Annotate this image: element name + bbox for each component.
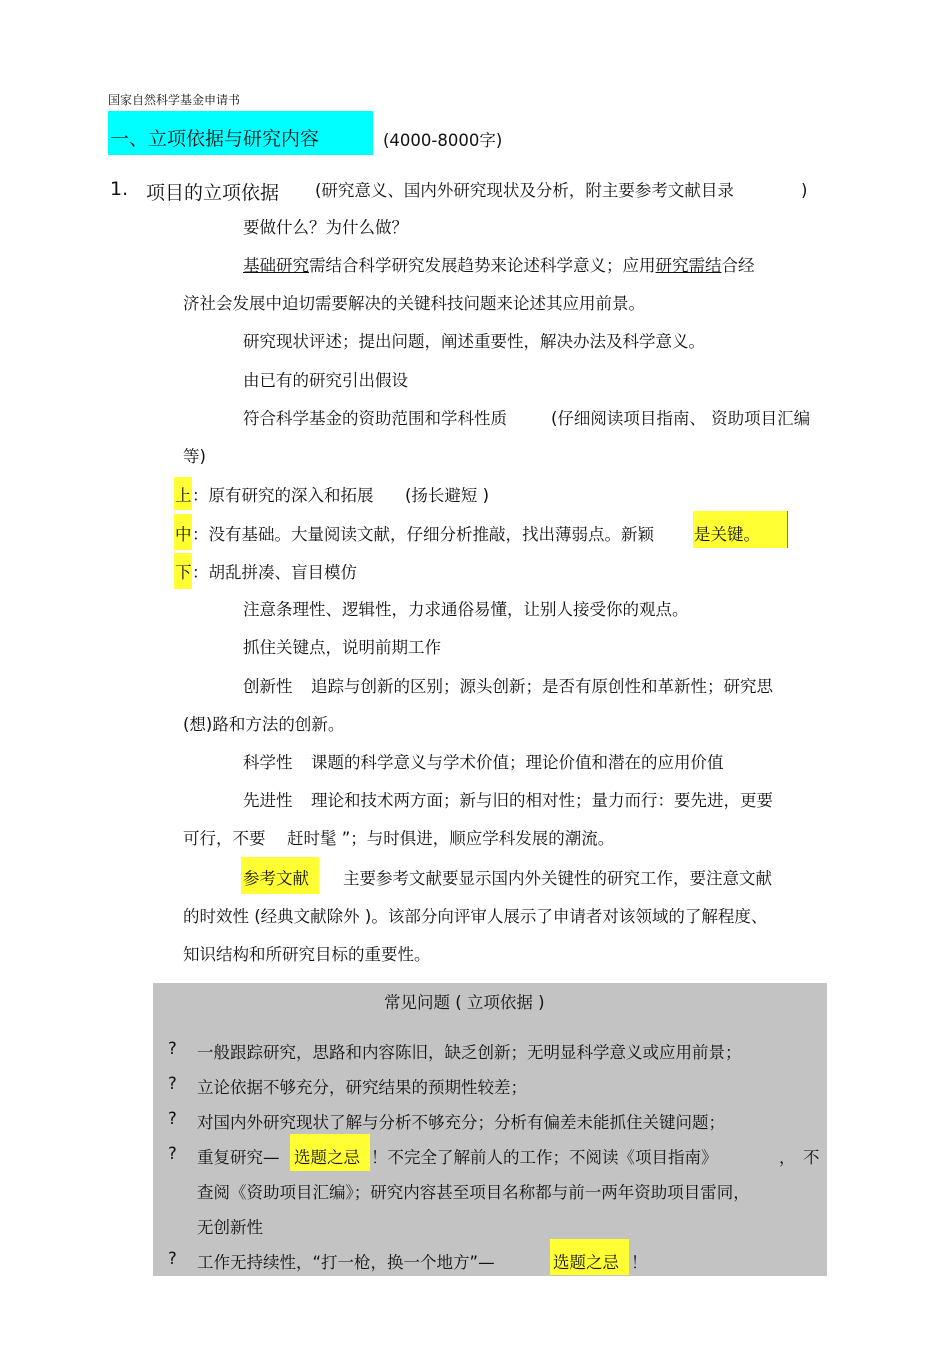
section-title: 一、立项依据与研究内容 xyxy=(110,128,320,150)
level-label-mid: 中 xyxy=(175,525,192,544)
faq-bullet: ? xyxy=(168,1039,177,1058)
faq-item: 不 xyxy=(803,1148,820,1167)
paragraph: 济社会发展中迫切需要解决的关键科技问题来论述其应用前景。 xyxy=(183,294,645,313)
margin-rule xyxy=(787,511,788,548)
level-label-up: 上 xyxy=(175,486,192,505)
paragraph: (想)路和方法的创新。 xyxy=(183,715,345,734)
faq-item: 立论依据不够充分，研究结果的预期性较差； xyxy=(197,1078,527,1097)
faq-item-highlight: 选题之忌 xyxy=(294,1148,360,1167)
paragraph: 赶时髦 ”；与时俱进，顺应学科发展的潮流。 xyxy=(287,829,615,848)
paragraph: (仔细阅读项目指南、 资助项目汇编 xyxy=(551,409,811,428)
term-label-highlight: 参考文献 xyxy=(243,869,309,888)
faq-item: 查阅《资助项目汇编》；研究内容甚至项目名称都与前一两年资助项目雷同， xyxy=(197,1183,750,1202)
paragraph: 符合科学基金的资助范围和学科性质 xyxy=(243,409,507,428)
item-number: 1. xyxy=(110,178,129,200)
faq-item: ！ xyxy=(631,1253,648,1272)
paragraph: 等) xyxy=(183,447,206,466)
paragraph: 由已有的研究引出假设 xyxy=(243,371,408,390)
level-label-low: 下 xyxy=(175,563,192,582)
faq-item: ！不完全了解前人的工作；不阅读《项目指南》 xyxy=(371,1148,718,1167)
faq-title: 常见问题 ( 立项依据 ) xyxy=(384,993,545,1012)
paragraph: 的时效性 (经典文献除外 )。该部分向评审人展示了申请者对该领域的了解程度、 xyxy=(183,907,768,926)
underlined-term: 研究需结 xyxy=(655,256,722,275)
faq-item: 重复研究— xyxy=(197,1148,280,1167)
level-text-up: ：原有研究的深入和拓展 xyxy=(192,486,374,505)
faq-bullet: ? xyxy=(168,1144,177,1163)
term-label: 先进性 xyxy=(243,791,293,810)
paragraph: 要做什么？为什么做？ xyxy=(243,218,408,237)
paragraph: 理论和技术两方面；新与旧的相对性；量力而行：要先进，更要 xyxy=(311,791,773,810)
faq-bullet: ? xyxy=(168,1249,177,1268)
paragraph: 主要参考文献要显示国内外关键性的研究工作，要注意文献 xyxy=(343,869,772,888)
faq-item: ， xyxy=(779,1148,796,1167)
item-note: (研究意义、国内外研究现状及分析，附主要参考文献目录 xyxy=(315,181,734,200)
faq-bullet: ? xyxy=(168,1109,177,1128)
faq-bullet: ? xyxy=(168,1074,177,1093)
faq-item-highlight: 选题之忌 xyxy=(553,1253,619,1272)
faq-item: 一般跟踪研究，思路和内容陈旧，缺乏创新；无明显科学意义或应用前景； xyxy=(197,1043,742,1062)
paragraph: 可行，不要 xyxy=(183,829,266,848)
item-note-close: ) xyxy=(801,181,808,200)
paragraph: 追踪与创新的区别；源头创新；是否有原创性和革新性；研究思 xyxy=(311,677,773,696)
paragraph: 基础研究需结合科学研究发展趋势来论述科学意义；应用研究需结合经 xyxy=(243,256,755,275)
level-text-mid: ：没有基础。大量阅读文献，仔细分析推敲，找出薄弱点。新颖 xyxy=(192,525,654,544)
faq-item: 无创新性 xyxy=(197,1218,263,1237)
level-note-up: (扬长避短 ) xyxy=(405,486,490,505)
faq-item: 工作无持续性，“打一枪，换一个地方”— xyxy=(197,1253,495,1272)
paragraph: 研究现状评述；提出问题，阐述重要性，解决办法及科学意义。 xyxy=(243,332,705,351)
paragraph: 课题的科学意义与学术价值；理论价值和潜在的应用价值 xyxy=(311,753,724,772)
item-title: 项目的立项依据 xyxy=(146,182,280,204)
term-label: 创新性 xyxy=(243,677,293,696)
level-text-mid-highlight: 是关键。 xyxy=(694,525,760,544)
paragraph: 知识结构和所研究目标的重要性。 xyxy=(183,945,431,964)
level-text-low: ：胡乱拼凑、盲目模仿 xyxy=(192,563,357,582)
underlined-term: 基础研究 xyxy=(243,256,309,275)
section-word-count: (4000-8000字) xyxy=(383,131,503,150)
term-label: 科学性 xyxy=(243,753,293,772)
running-header: 国家自然科学基金申请书 xyxy=(108,93,241,107)
paragraph: 注意条理性、逻辑性，力求通俗易懂，让别人接受你的观点。 xyxy=(243,600,689,619)
paragraph: 抓住关键点，说明前期工作 xyxy=(243,638,441,657)
faq-item: 对国内外研究现状了解与分析不够充分；分析有偏差未能抓住关键问题； xyxy=(197,1113,725,1132)
